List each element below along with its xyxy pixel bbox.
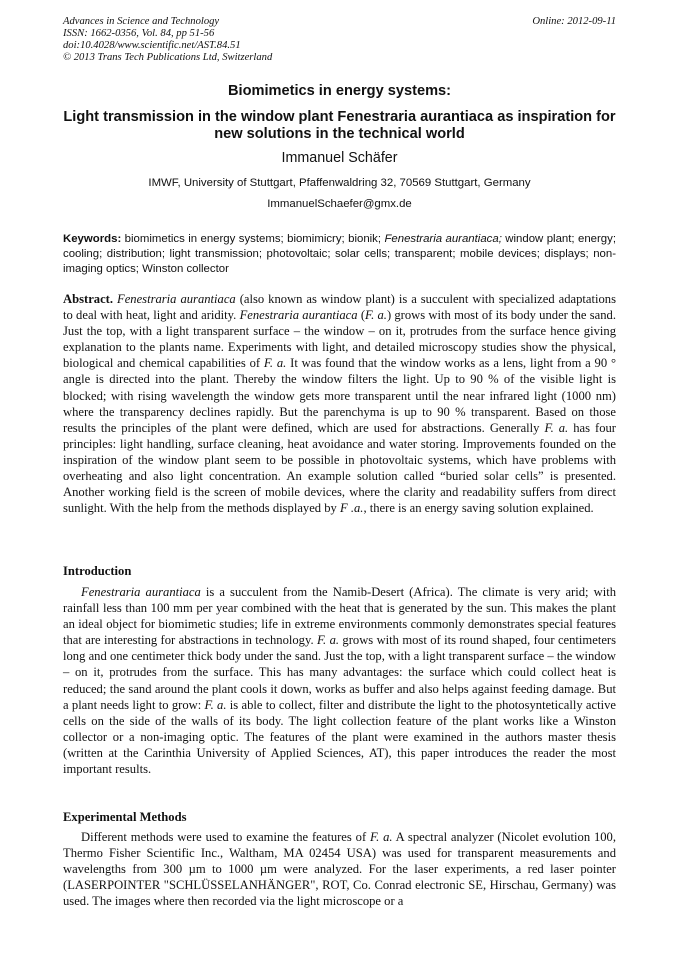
paper-title-line2: Light transmission in the window plant Fenestraria aurantiaca as inspiration for new solutions in the technical world [63,109,616,142]
abstract-text: F. a. [263,356,287,371]
author-name: Immanuel Schäfer [281,150,398,166]
intro-text: is able to collect, filter and distribute the light to the photosyntetically active cells on the side of the walls of its body. The light collection feature of the plant works like a Winston collector or a non-imaging optic. The features of the plant were examined in the authors master thesis (written at the Carinthia University of Applied Sciences, AT), this paper introduces the reader the most important results. [63,697,616,777]
intro-text: Fenestraria aurantiaca [81,585,201,599]
keywords-text-b: window plant; energy; cooling; distribution; light transmission; photovoltaic; solar cells; transparent; mobile devices; displays; non-imaging optics; Winston collector [63,233,616,275]
abstract-paragraph [63,291,616,516]
intro-text: grows with most of its round shaped, four centimeters long and one centimeter thick body under the sand. Just the top, with a light transparent surface – the window – on it, protrudes from the surface. This has many advantages: the surface which could collect heat is reduced; the sand around the plant cools it down, works as buffer and also helps against feeding damage. But a plant needs light to grow: [63,633,616,712]
intro-text: F. a. [204,697,227,712]
abstract-label: Abstract. [63,292,114,306]
author-email: ImmanuelSchaefer@gmx.de [267,198,412,210]
abstract-text: , there is an energy saving solution explained. [363,501,594,516]
intro-text: F. a. [316,633,340,648]
keywords-block [63,232,616,277]
introduction-paragraph [63,584,616,777]
copyright-line: © 2013 Trans Tech Publications Ltd, Switzerland [63,52,273,63]
journal-name: Advances in Science and Technology [63,16,220,27]
section-heading-introduction: Introduction [63,564,132,578]
author-affiliation: IMWF, University of Stuttgart, Pfaffenwaldring 32, 70569 Stuttgart, Germany [148,177,531,189]
abstract-text: (also known as window plant) is a succulent with specialized adaptations to deal with heat, light and aridity. [63,292,616,323]
abstract-text: ) grows with most of its body under the sand. Just the top, with a light transparent surface – the window – on it, protrudes from the surface hence giving explanation to the plants name. Experiments with light, and detailed microscopy studies show the physical, biological and chemical capabilities of [63,308,616,371]
abstract-text: It was found that the window works as a lens, light from a 90 ° angle is directed into the plant. Thereby the window filters the light. Up to 90 % of the visible light is blocked; with rising wavelength the window gets more transparent until the near infrared light (1000 nm) where the transparency declines rapidly. But the parenchyma is up to 90 % transparent. Based on those results the principles of the plant were defined, which are used for abstractions. Generally [63,356,616,435]
keywords-label: Keywords: [63,233,122,245]
methods-text: F. a. [370,830,393,844]
paper-title-line1: Biomimetics in energy systems: [227,83,452,99]
intro-text: is a succulent from the Namib-Desert (Africa). The climate is very arid; with rainfall less than 100 mm per year combined with the heat that is generated by the sun. This makes the plant an ideal object for biomimetic studies; life in extreme environments commonly demonstrates special features that are interesting for abstractions in technology. [63,585,616,648]
journal-header [63,16,616,64]
abstract-text: ( [357,308,366,323]
abstract-text: F. a. [544,420,569,435]
keywords-italic: Fenestraria aurantiaca; [384,233,502,245]
doi-line: doi:10.4028/www.scientific.net/AST.84.51 [63,40,241,51]
abstract-text: has four principles: light handling, surface cleaning, heat avoidance and water storing. Improvements founded on the inspiration of the window plant seem to be possible in photovoltaic systems, which have problems with overheating and also light concentration. An example solution called “buried solar cells” is presented. Another working field is the screen of mobile devices, where the clarity and readability suffers from direct sunlight. With the help from the methods displayed by [63,420,616,516]
methods-text: A spectral analyzer (Nicolet evolution 100, Thermo Fisher Scientific Inc., Waltham, MA 02454 USA) was used for transparent measurements and wavelengths from 300 µm to 1000 µm were analyzed. For the laser experiments, a red laser pointer (LASERPOINTER "SCHLÜSSELANHÄNGER", ROT, Co. Conrad electronic SE, Hirschau, Germany) was used. The images where then recorded via the light microscope or a [63,830,616,909]
methods-paragraph [63,829,616,909]
methods-text: Different methods were used to examine the features of [81,830,370,844]
abstract-text: F. a. [365,308,387,323]
issn-line: ISSN: 1662-0356, Vol. 84, pp 51-56 [63,28,215,39]
online-date: Online: 2012-09-11 [532,16,616,27]
abstract-text: F .a. [340,501,364,516]
keywords-text-a: biomimetics in energy systems; biomimicry; bionik; [121,233,385,245]
abstract-text: Fenestraria aurantiaca [117,292,236,306]
section-heading-methods: Experimental Methods [63,810,187,824]
abstract-text: Fenestraria aurantiaca [239,308,358,323]
